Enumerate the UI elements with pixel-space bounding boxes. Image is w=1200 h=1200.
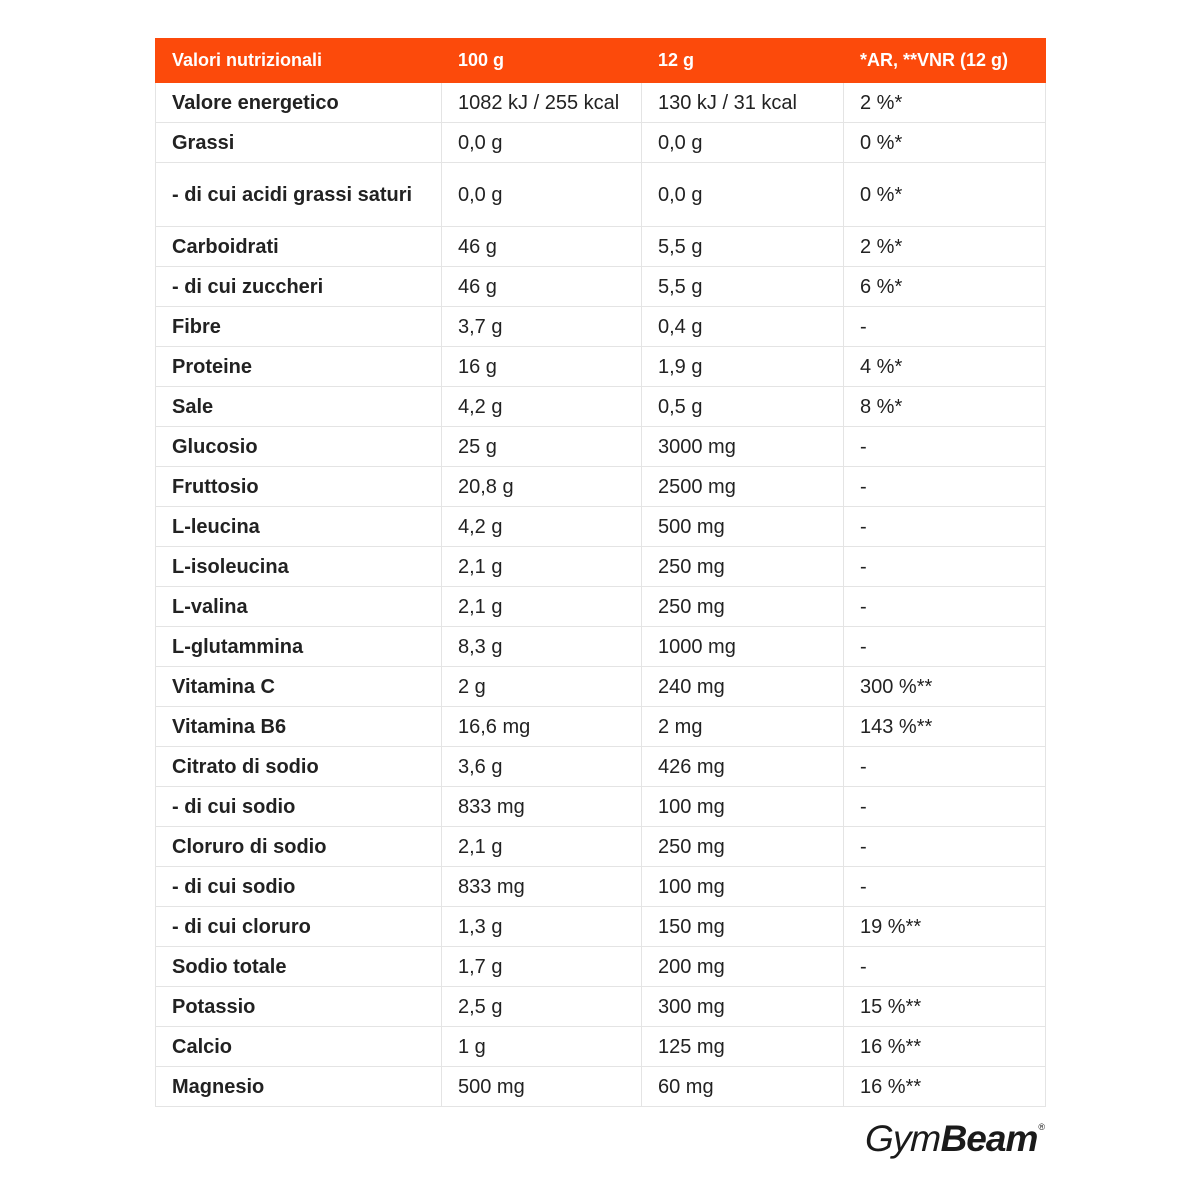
value-per-100g: 833 mg [442, 787, 642, 827]
table-row [156, 907, 1046, 947]
reference-intake: 19 %** [844, 907, 1046, 947]
table-row [156, 163, 1046, 227]
value-per-100g: 2,1 g [442, 547, 642, 587]
nutrient-name: L-glutammina [156, 627, 442, 667]
nutrient-name: Magnesio [156, 1067, 442, 1107]
reference-intake: 15 %** [844, 987, 1046, 1027]
value-per-12g: 1,9 g [642, 347, 844, 387]
reference-intake: 0 %* [844, 123, 1046, 163]
table-row [156, 947, 1046, 987]
value-per-100g: 500 mg [442, 1067, 642, 1107]
column-header-reference-intake: *AR, **VNR (12 g) [844, 39, 1046, 83]
value-per-100g: 4,2 g [442, 387, 642, 427]
value-per-100g: 2,5 g [442, 987, 642, 1027]
reference-intake: 2 %* [844, 83, 1046, 123]
nutrient-name: - di cui cloruro [156, 907, 442, 947]
column-header-per-12g: 12 g [642, 39, 844, 83]
value-per-12g: 100 mg [642, 867, 844, 907]
value-per-12g: 300 mg [642, 987, 844, 1027]
value-per-12g: 5,5 g [642, 267, 844, 307]
value-per-100g: 8,3 g [442, 627, 642, 667]
nutrient-name: L-valina [156, 587, 442, 627]
reference-intake: - [844, 627, 1046, 667]
table-header-row [156, 39, 1046, 83]
table-row [156, 827, 1046, 867]
table-body [156, 83, 1046, 1107]
reference-intake: - [844, 427, 1046, 467]
value-per-100g: 4,2 g [442, 507, 642, 547]
nutrient-name: Proteine [156, 347, 442, 387]
value-per-12g: 2500 mg [642, 467, 844, 507]
reference-intake: - [844, 307, 1046, 347]
value-per-12g: 1000 mg [642, 627, 844, 667]
registered-mark: ® [1038, 1122, 1045, 1132]
value-per-12g: 3000 mg [642, 427, 844, 467]
nutrient-name: - di cui sodio [156, 787, 442, 827]
nutrient-name: Citrato di sodio [156, 747, 442, 787]
nutrient-name: - di cui acidi grassi saturi [156, 163, 442, 227]
nutrient-name: Calcio [156, 1027, 442, 1067]
table-row [156, 747, 1046, 787]
reference-intake: - [844, 867, 1046, 907]
value-per-100g: 25 g [442, 427, 642, 467]
table-row [156, 587, 1046, 627]
value-per-100g: 1082 kJ / 255 kcal [442, 83, 642, 123]
value-per-100g: 2,1 g [442, 587, 642, 627]
reference-intake: 0 %* [844, 163, 1046, 227]
value-per-100g: 16,6 mg [442, 707, 642, 747]
nutrition-table [155, 38, 1046, 1107]
nutrient-name: Sodio totale [156, 947, 442, 987]
value-per-100g: 2,1 g [442, 827, 642, 867]
table-row [156, 507, 1046, 547]
table-row [156, 667, 1046, 707]
nutrient-name: Potassio [156, 987, 442, 1027]
reference-intake: 4 %* [844, 347, 1046, 387]
nutrient-name: Cloruro di sodio [156, 827, 442, 867]
table-row [156, 307, 1046, 347]
logo-text-gym: Gym [864, 1118, 942, 1159]
nutrient-name: - di cui sodio [156, 867, 442, 907]
value-per-12g: 250 mg [642, 587, 844, 627]
logo-text-beam: Beam [940, 1118, 1038, 1159]
value-per-12g: 0,5 g [642, 387, 844, 427]
table-row [156, 627, 1046, 667]
reference-intake: 6 %* [844, 267, 1046, 307]
column-header-nutrient: Valori nutrizionali [156, 39, 442, 83]
value-per-100g: 1,3 g [442, 907, 642, 947]
reference-intake: 8 %* [844, 387, 1046, 427]
value-per-12g: 426 mg [642, 747, 844, 787]
value-per-100g: 46 g [442, 267, 642, 307]
table-row [156, 707, 1046, 747]
column-header-per-100g: 100 g [442, 39, 642, 83]
table-row [156, 123, 1046, 163]
value-per-12g: 0,4 g [642, 307, 844, 347]
reference-intake: 2 %* [844, 227, 1046, 267]
table-row [156, 547, 1046, 587]
table-row [156, 267, 1046, 307]
value-per-12g: 240 mg [642, 667, 844, 707]
value-per-100g: 0,0 g [442, 163, 642, 227]
value-per-12g: 100 mg [642, 787, 844, 827]
nutrient-name: Vitamina B6 [156, 707, 442, 747]
value-per-100g: 2 g [442, 667, 642, 707]
table-row [156, 787, 1046, 827]
table-row [156, 227, 1046, 267]
table-row [156, 867, 1046, 907]
reference-intake: - [844, 587, 1046, 627]
value-per-100g: 1 g [442, 1027, 642, 1067]
value-per-100g: 0,0 g [442, 123, 642, 163]
value-per-12g: 250 mg [642, 547, 844, 587]
nutrient-name: Vitamina C [156, 667, 442, 707]
value-per-12g: 130 kJ / 31 kcal [642, 83, 844, 123]
table-row [156, 347, 1046, 387]
table-row [156, 467, 1046, 507]
nutrient-name: Sale [156, 387, 442, 427]
value-per-12g: 60 mg [642, 1067, 844, 1107]
table-row [156, 1027, 1046, 1067]
value-per-100g: 833 mg [442, 867, 642, 907]
reference-intake: 16 %** [844, 1027, 1046, 1067]
nutrient-name: Glucosio [156, 427, 442, 467]
value-per-12g: 200 mg [642, 947, 844, 987]
table-row [156, 987, 1046, 1027]
value-per-100g: 3,7 g [442, 307, 642, 347]
reference-intake: 16 %** [844, 1067, 1046, 1107]
value-per-100g: 46 g [442, 227, 642, 267]
nutrient-name: Fruttosio [156, 467, 442, 507]
table-row [156, 387, 1046, 427]
value-per-12g: 150 mg [642, 907, 844, 947]
value-per-100g: 1,7 g [442, 947, 642, 987]
value-per-100g: 16 g [442, 347, 642, 387]
value-per-100g: 20,8 g [442, 467, 642, 507]
reference-intake: 300 %** [844, 667, 1046, 707]
value-per-12g: 5,5 g [642, 227, 844, 267]
table-row [156, 83, 1046, 123]
reference-intake: - [844, 827, 1046, 867]
reference-intake: - [844, 547, 1046, 587]
value-per-100g: 3,6 g [442, 747, 642, 787]
value-per-12g: 2 mg [642, 707, 844, 747]
nutrient-name: Valore energetico [156, 83, 442, 123]
value-per-12g: 125 mg [642, 1027, 844, 1067]
nutrient-name: Carboidrati [156, 227, 442, 267]
reference-intake: - [844, 747, 1046, 787]
reference-intake: - [844, 947, 1046, 987]
nutrient-name: L-leucina [156, 507, 442, 547]
table-row [156, 1067, 1046, 1107]
value-per-12g: 0,0 g [642, 123, 844, 163]
value-per-12g: 250 mg [642, 827, 844, 867]
value-per-12g: 0,0 g [642, 163, 844, 227]
reference-intake: 143 %** [844, 707, 1046, 747]
table-row [156, 427, 1046, 467]
reference-intake: - [844, 507, 1046, 547]
gymbeam-logo [865, 1118, 1045, 1166]
nutrient-name: - di cui zuccheri [156, 267, 442, 307]
reference-intake: - [844, 467, 1046, 507]
reference-intake: - [844, 787, 1046, 827]
nutrient-name: Fibre [156, 307, 442, 347]
nutrient-name: L-isoleucina [156, 547, 442, 587]
nutrient-name: Grassi [156, 123, 442, 163]
value-per-12g: 500 mg [642, 507, 844, 547]
